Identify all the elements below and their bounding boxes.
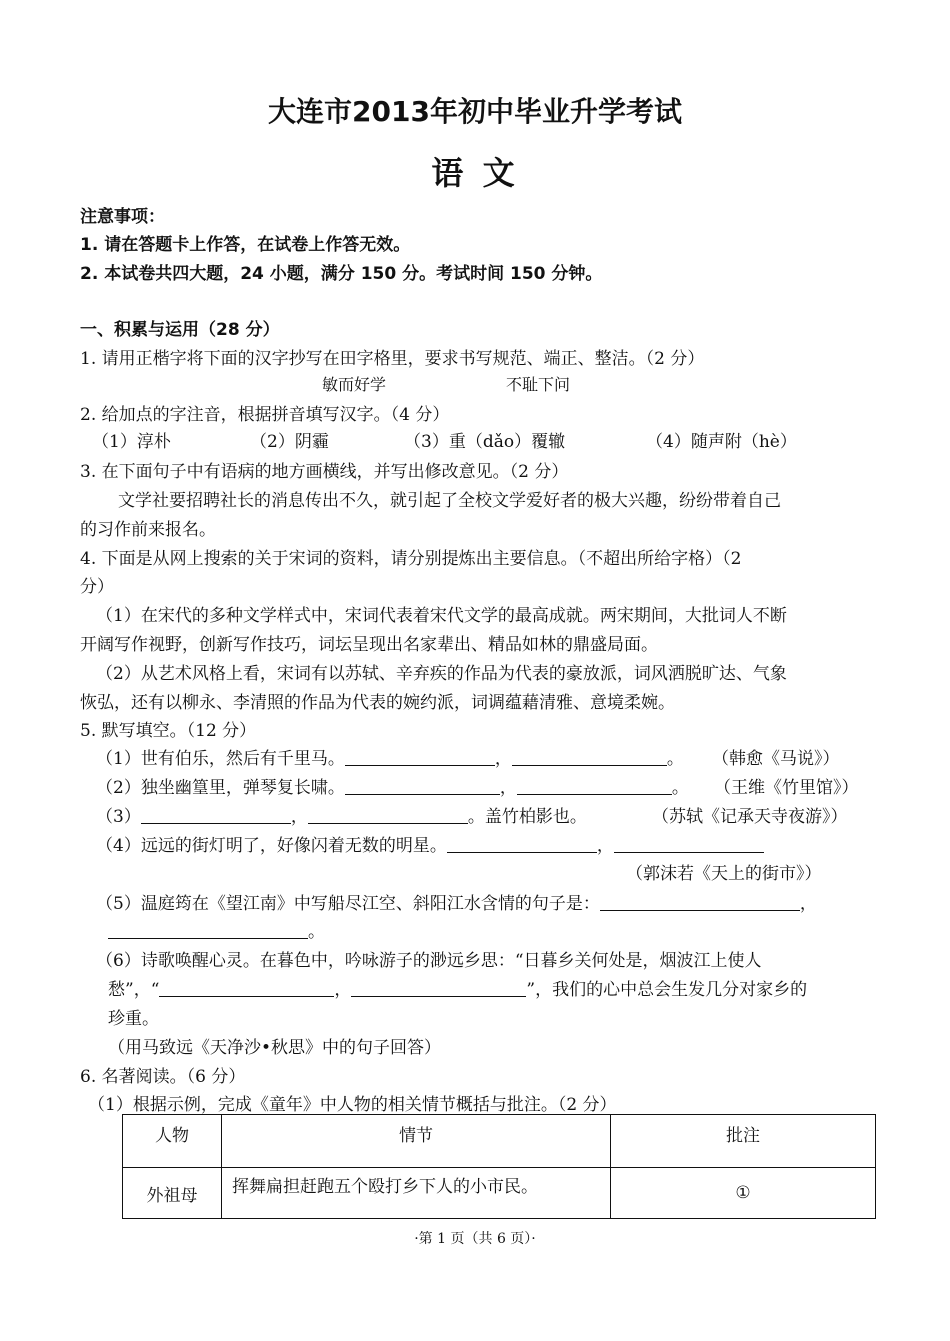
- q5-text: （4）远远的街灯明了，好像闪着无数的明星。: [96, 836, 447, 856]
- q4-paragraph: 开阔写作视野，创新写作技巧，词坛呈现出名家辈出、精品如林的鼎盛局面。: [80, 635, 658, 655]
- table-cell: 挥舞扁担赶跑五个殴打乡下人的小市民。: [222, 1168, 611, 1219]
- q5-item-5: [96, 889, 817, 914]
- question-2: 2. 给加点的字注音，根据拼音填写汉字。（4 分）: [80, 405, 450, 425]
- q5-item-5-cont: [108, 917, 325, 942]
- copy-phrase: 不耻下问: [506, 375, 571, 394]
- notice-item: 2. 本试卷共四大题，24 小题，满分 150 分。考试时间 150 分钟。: [80, 264, 603, 284]
- question-4: 分）: [80, 577, 114, 597]
- q5-item-3: [96, 802, 587, 827]
- q5-punct: ，: [596, 836, 614, 856]
- q5-punct: ，: [290, 807, 308, 827]
- q5-note: （用马致远《天净沙•秋思》中的句子回答）: [108, 1038, 442, 1058]
- table-row: [123, 1168, 876, 1219]
- answer-blank[interactable]: [351, 980, 526, 997]
- q5-text: ”，我们的心中总会生发几分对家乡的: [526, 980, 808, 1000]
- question-5: 5. 默写填空。（12 分）: [80, 721, 257, 741]
- subject-title: 语 文: [431, 154, 519, 192]
- pinyin-item: （1）淳朴: [92, 432, 171, 452]
- q5-text: 愁”，“: [108, 980, 160, 1000]
- pinyin-item: （3）重（dǎo）覆辙: [404, 432, 566, 452]
- q5-punct: ，: [334, 980, 352, 1000]
- table-cell: 外祖母: [123, 1168, 222, 1219]
- q4-paragraph: （2）从艺术风格上看，宋词有以苏轼、辛弃疾的作品为代表的豪放派，词风洒脱旷达、气象: [96, 664, 787, 684]
- q5-item-6-cont: 珍重。: [108, 1009, 159, 1029]
- question-1: 1. 请用正楷字将下面的汉字抄写在田字格里，要求书写规范、端正、整洁。（2 分）: [80, 349, 705, 369]
- q5-item-6-cont: [108, 975, 807, 1000]
- q5-punct: 。: [671, 778, 689, 798]
- copy-phrase: 敏而好学: [322, 375, 387, 394]
- q3-sentence: 的习作前来报名。: [80, 520, 216, 540]
- answer-blank[interactable]: [345, 778, 500, 795]
- reading-table: [122, 1114, 876, 1219]
- q5-text: （2）独坐幽篁里，弹琴复长啸。: [96, 778, 345, 798]
- q5-source: （韩愈《马说》）: [712, 749, 840, 769]
- answer-blank[interactable]: [308, 807, 468, 824]
- page-footer: ·第 1 页（共 6 页）·: [414, 1231, 536, 1247]
- table-cell-answer[interactable]: ①: [611, 1168, 876, 1219]
- q5-punct: 。: [666, 749, 684, 769]
- q6-sub-1: （1）根据示例，完成《童年》中人物的相关情节概括与批注。（2 分）: [88, 1095, 617, 1115]
- answer-blank[interactable]: [141, 807, 291, 824]
- q5-punct: ，: [499, 778, 517, 798]
- section-heading: 一、积累与运用（28 分）: [80, 320, 280, 340]
- question-3: 3. 在下面句子中有语病的地方画横线，并写出修改意见。（2 分）: [80, 462, 569, 482]
- answer-blank[interactable]: [512, 749, 667, 766]
- q5-punct: ，: [799, 894, 817, 914]
- q3-sentence: 文学社要招聘社长的消息传出不久，就引起了全校文学爱好者的极大兴趣，纷纷带着自己: [118, 491, 781, 511]
- answer-blank[interactable]: [108, 922, 308, 939]
- q5-item-4: [96, 831, 764, 856]
- table-header: 人物: [123, 1115, 222, 1168]
- answer-blank[interactable]: [447, 836, 597, 853]
- question-6: 6. 名著阅读。（6 分）: [80, 1067, 246, 1087]
- q5-text: （1）世有伯乐，然后有千里马。: [96, 749, 345, 769]
- answer-blank[interactable]: [159, 980, 334, 997]
- q5-text: （3）: [96, 807, 141, 827]
- answer-blank[interactable]: [614, 836, 764, 853]
- pinyin-item: （2）阴霾: [250, 432, 329, 452]
- q4-paragraph: （1）在宋代的多种文学样式中，宋词代表着宋代文学的最高成就。两宋期间，大批词人不断: [96, 606, 787, 626]
- table-header: 情节: [222, 1115, 611, 1168]
- table-header-row: [123, 1115, 876, 1168]
- q4-paragraph: 恢弘，还有以柳永、李清照的作品为代表的婉约派，词调蕴藉清雅、意境柔婉。: [80, 693, 675, 713]
- q5-text: 。盖竹柏影也。: [467, 807, 587, 827]
- q5-source: （王维《竹里馆》）: [714, 778, 859, 798]
- exam-title: 大连市2013年初中毕业升学考试: [268, 95, 682, 128]
- table-header: 批注: [611, 1115, 876, 1168]
- q5-punct: ，: [494, 749, 512, 769]
- q5-punct: 。: [308, 922, 325, 942]
- q5-item-6: （6）诗歌唤醒心灵。在暮色中，吟咏游子的渺远乡思：“日暮乡关何处是，烟波江上使人: [96, 951, 762, 971]
- q5-source: （苏轼《记承天寺夜游》）: [652, 807, 848, 827]
- question-4: 4. 下面是从网上搜索的关于宋词的资料，请分别提炼出主要信息。（不超出所给字格）（2: [80, 549, 742, 569]
- pinyin-item: （4）随声附（hè）: [646, 432, 797, 452]
- answer-blank[interactable]: [517, 778, 672, 795]
- notice-item: 1. 请在答题卡上作答，在试卷上作答无效。: [80, 235, 411, 255]
- q5-item-1: [96, 744, 684, 769]
- answer-blank[interactable]: [600, 894, 800, 911]
- answer-blank[interactable]: [345, 749, 495, 766]
- notice-heading: 注意事项：: [80, 207, 165, 227]
- q5-source: （郭沫若《天上的街市》）: [626, 864, 822, 884]
- q5-item-2: [96, 773, 689, 798]
- q5-text: （5）温庭筠在《望江南》中写船尽江空、斜阳江水含情的句子是：: [96, 894, 600, 914]
